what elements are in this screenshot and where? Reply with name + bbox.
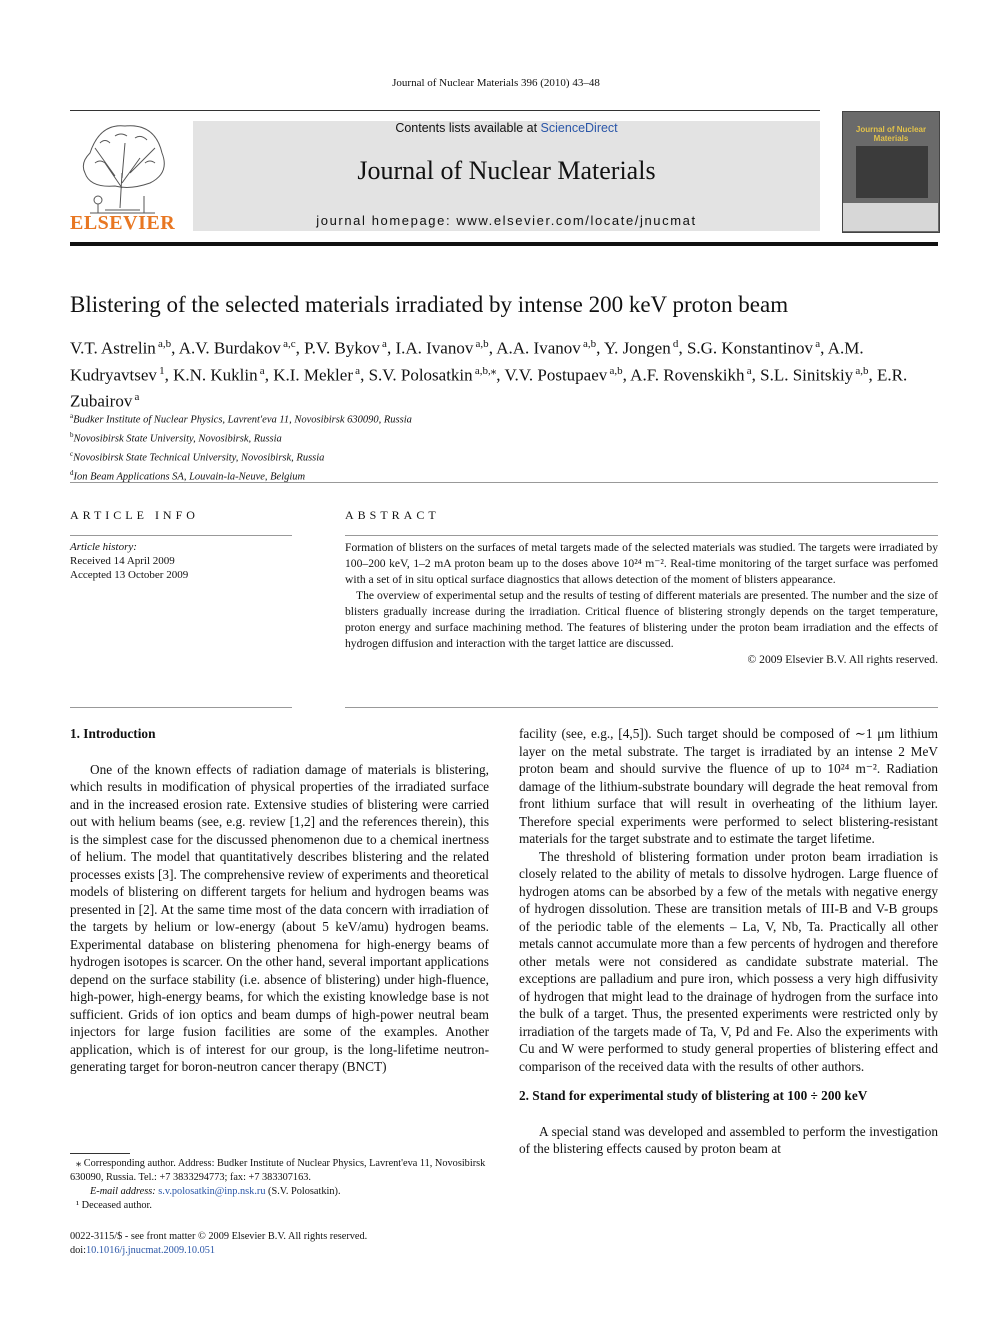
author-name: K.I. Mekler [273,365,353,385]
doi-line [70,1244,490,1258]
contents-line [193,121,820,135]
author-name: Y. Jongen [603,338,671,358]
author-affiliation-mark: a [352,364,361,377]
author-affiliation-mark: a,b [607,364,623,377]
header-thick-rule [70,242,938,246]
affiliation [70,409,940,428]
author-name: P.V. Bykov [304,338,380,358]
history-label: Article history: [70,541,137,553]
article-history [70,540,188,582]
author-name: A.V. Burdakov [178,338,281,358]
body-paragraph: facility (see, e.g., [4,5]). Such target should be composed of ∼1 μm lithium layer on the metal substrate. The target is irradiated by an intense 2 MeV proton beam and should survive the fluence of up to 10²⁴ m⁻². Radiation damage of the lithium-substrate boundary will degrade the heat removal from front lithium surface that will result in overheating of the lithium layer. Therefore special experiments were performed to select blistering-resistant materials for the target substrate and to estimate the target lifetime. [519,726,938,846]
affiliation-mark: c [70,450,74,458]
doi-prefix: doi: [70,1245,87,1256]
article-info-heading: ARTICLE INFO [70,508,199,522]
received-date: Received 14 April 2009 [70,555,175,567]
author-affiliation-mark: a [813,338,821,350]
article-info-bottom-rule [70,707,292,708]
author-name: S.L. Sinitskiy [760,365,854,385]
affiliation [70,447,940,466]
author-affiliation-mark: a [379,338,387,350]
corresponding-author-note: ⁎ Corresponding author. Address: Budker Institute of Nuclear Physics, Lavrent'eva 11, Novosibirsk 630090, Russia. Tel.: +7 3833294773; fax: +7 383307163. [70,1158,486,1183]
doi-link[interactable]: 10.1016/j.jnucmat.2009.10.051 [86,1245,216,1256]
author-affiliation-mark: 1 [156,364,165,377]
author-name: V.T. Astrelin [70,338,156,358]
affiliation-text: Novosibirsk State University, Novosibirsk, Russia [73,433,282,445]
abstract-rule [345,535,938,536]
affiliation-list [70,409,940,485]
header-rule [70,110,820,111]
elsevier-wordmark: ELSEVIER [70,212,176,234]
cover-image [856,146,928,198]
author-name: S.G. Konstantinov [686,338,814,358]
affiliation-mark: d [70,469,74,477]
author-name: V.V. Postupaev [504,365,608,385]
abstract-paragraph: Formation of blisters on the surfaces of metal targets made of the selected materials was studied. The targets were irradiated by 100–200 keV, 1–2 mA proton beam up to the doses above 10²⁴ m⁻². Real-time monitoring of the target surface was perfomed with a set of in situ optical surface diagnostics that allows detection of the moment of blisters appearance. [345,541,938,586]
author-name: A.A. Ivanov [496,338,581,358]
article-info-rule [70,535,292,536]
right-column [519,725,938,1158]
author-name: E.R. Zubairov [70,365,908,411]
issn-block [70,1230,490,1258]
contents-prefix: Contents lists available at [395,121,541,135]
email-label: E-mail address: [90,1186,156,1197]
email-suffix: (S.V. Polosatkin). [265,1186,341,1197]
left-column [70,725,489,1076]
accepted-date: Accepted 13 October 2009 [70,569,189,581]
email-link[interactable]: s.v.polosatkin@inp.nsk.ru [158,1186,266,1197]
body-paragraph: A special stand was developed and assembled to perform the investigation of the blistering effects caused by proton beam at [519,1123,938,1156]
section-heading: 1. Introduction [70,726,156,741]
abstract-heading: ABSTRACT [345,508,440,522]
journal-title: Journal of Nuclear Materials [357,156,656,185]
journal-reference: Journal of Nuclear Materials 396 (2010) 43–48 [392,77,600,89]
issn-line: 0022-3115/$ - see front matter © 2009 Elsevier B.V. All rights reserved. [70,1231,368,1242]
author-name: S.V. Polosatkin [368,365,473,385]
author-name: A.F. Rovenskikh [630,365,745,385]
affiliation-mark: b [70,431,74,439]
sciencedirect-link[interactable]: ScienceDirect [540,121,618,135]
section-heading: 2. Stand for experimental study of blistering at 100 ÷ 200 keV [519,1088,868,1103]
deceased-note: ¹ Deceased author. [76,1200,152,1211]
abstract-paragraph: The overview of experimental setup and the results of testing of different materials are presented. The number and the size of blisters gradually increase during the irradiation. Critical fluence of blistering strongly depends on the target temperature, proton energy and surface machining method. The features of blistering under the proton beam irradiation and the effects of hydrogen diffusion and interaction with the target lattice are discussed. [345,589,938,650]
author-name: I.A. Ivanov [395,338,474,358]
footnote-rule [70,1153,130,1154]
author-affiliation-mark: a [132,391,140,404]
footnotes [70,1157,492,1213]
author-affiliation-mark: a,b [473,338,489,350]
section-rule [70,482,938,483]
author-affiliation-mark: a [744,364,752,377]
body-paragraph: The threshold of blistering formation under proton beam irradiation is closely related to the ability of metals to dissolve hydrogen. Large fluence of hydrogen atoms can be absorbed by a few of the metals with negative energy of hydrogen dissolution. These are transition metals of III-B and V-B groups of the periodic table of the elements – La, V, Nb, Ta. Practically all other metals cannot accumulate more than a few percents of hydrogen and therefore other metals were not considered as candidate substrate material. The exceptions are palladium and pure iron, which possess a very high diffusivity of hydrogen that might lead to the drainage of hydrogen from the surface into the bulk of a target. Thus, the presented experiments were restricted only by irradiation of the targets made of Ta, V, Pd and Fe. Also the experiments with Cu and W were performed to study general properties of blistering effect and comparison of the received data with the results of other authors. [519,848,938,1074]
article-title: Blistering of the selected materials irradiated by intense 200 keV proton beam [70,292,789,317]
affiliation-text: Budker Institute of Nuclear Physics, Lavrent'eva 11, Novosibirsk 630090, Russia [73,414,412,426]
affiliation [70,428,940,447]
author-affiliation-mark: a,c [280,338,296,350]
author-affiliation-mark: a [257,364,265,377]
affiliation-text: Ion Beam Applications SA, Louvain-la-Neuve, Belgium [73,471,306,483]
copyright-notice: © 2009 Elsevier B.V. All rights reserved. [747,653,938,666]
author-list: V.T. Astrelin $^{a,b}$, A.V. Burdakov $^{a,c}$, P.V. Bykov $^a$, I.A. Ivanov $^{a,b}$, A.A. Ivanov $^{a,b}$, Y. Jongen $^d$, S.G. Konstantinov $^a$, A.M. Kudryavtsev $^1$, K.N. Kuklin $^a$, K.I. Mekler $^a$, S.V. Polosatkin $^{a,b,⁎}$, V.V. Postupaev $^{a,b}$, A.F. Rovenskikh $^a$, S.L. Sinitskiy $^{a,b}$, E.R. Zubairov $^a$ [70,338,908,411]
affiliation-mark: a [70,412,74,420]
cover-footer [843,203,938,231]
email-note [70,1185,492,1199]
abstract-bottom-rule [345,707,938,708]
author-affiliation-mark: a,b [853,364,869,377]
journal-homepage[interactable]: journal homepage: www.elsevier.com/locate/jnucmat [316,213,697,228]
cover-title: Journal of Nuclear Materials [855,125,927,143]
author-affiliation-mark: d [670,338,679,350]
abstract-body [345,540,938,668]
affiliation-text: Novosibirsk State Technical University, Novosibirsk, Russia [73,452,325,464]
author-name: A.M. Kudryavtsev [70,338,864,385]
author-affiliation-mark: a,b [155,338,172,350]
author-name: K.N. Kuklin [173,365,258,385]
body-paragraph: One of the known effects of radiation damage of materials is blistering, which results in modification of physical properties of the irradiated surface and in the increased erosion rate. Extensive studies of blistering were carried out with helium beams (see, e.g. review [1,2] and the references therein), this is the simplest case for the discussed phenomenon due to a chemical inertness of helium. The model that quantitatively describes blistering and the related processes exists [3]. The comprehensive review of experiments and theoretical models of blistering on different targets for helium and hydrogen beams was presented in [2]. At the same time most of the data concern with irradiation of the targets by helium or low-energy (about 5 keV/amu) hydrogen beams. Experimental database on blistering phenomena for high-energy beams of hydrogen isotopes is scarcer. On the other hand, several important applications depend on the surface stability (i.e. absence of blistering) under high-fluence, high-power, high-energy beams, for which the existing knowledge base is not sufficient. Grids of ion optics and beam dumps of high-power neutral beam injectors for large fusion facilities are some of the examples. Another application, which is of interest for our group, is the long-lifetime neutron-generating target for boron-neutron cancer therapy (BNCT) [70,761,489,1074]
author-affiliation-mark: a,b,⁎ [472,364,497,377]
author-affiliation-mark: a,b [580,338,597,350]
